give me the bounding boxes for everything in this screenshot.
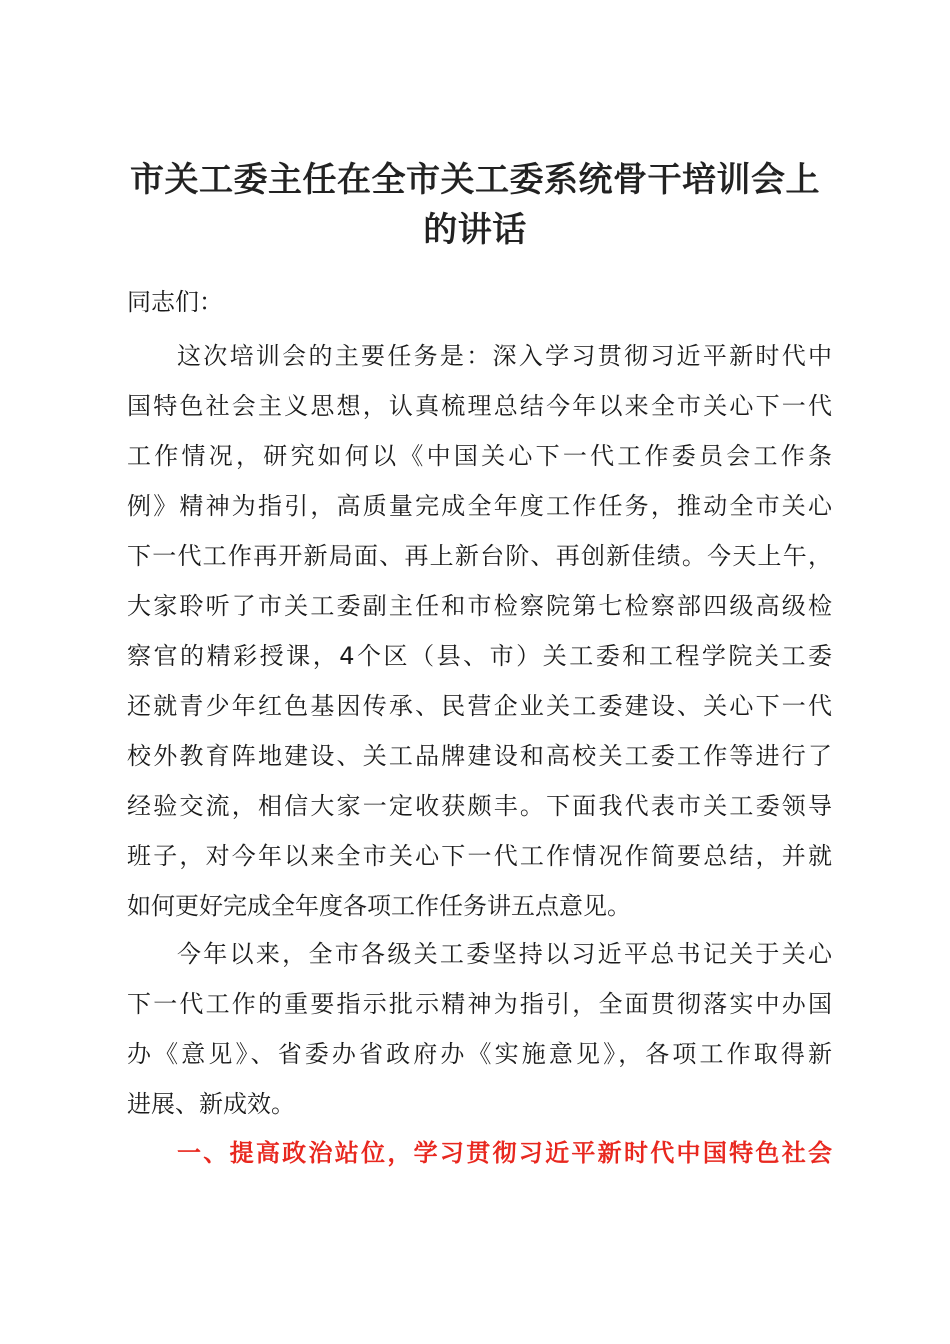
- paragraph-line: 班子，对今年以来全市关心下一代工作情况作简要总结，并就: [127, 842, 832, 870]
- paragraph-line: 经验交流，相信大家一定收获颇丰。下面我代表市关工委领导: [127, 792, 832, 820]
- paragraph-line: 工作情况，研究如何以《中国关心下一代工作委员会工作条: [127, 442, 832, 470]
- paragraph-line: 下一代工作再开新局面、再上新台阶、再创新佳绩。今天上午，: [127, 542, 832, 570]
- paragraph-line: 例》精神为指引，高质量完成全年度工作任务，推动全市关心: [127, 492, 832, 520]
- paragraph-intro: [127, 331, 832, 931]
- paragraph-line: 进展、新成效。: [127, 1090, 295, 1118]
- document-title: [110, 155, 840, 255]
- paragraph-line: 如何更好完成全年度各项工作任务讲五点意见。: [127, 892, 631, 920]
- paragraph-summary: [127, 929, 832, 1129]
- paragraph-line: 下一代工作的重要指示批示精神为指引，全面贯彻落实中办国: [127, 990, 832, 1018]
- section-heading: 一、提高政治站位，学习贯彻习近平新时代中国特色社会: [177, 1139, 832, 1167]
- paragraph-line: 还就青少年红色基因传承、民营企业关工委建设、关心下一代: [127, 692, 832, 720]
- salutation: 同志们：: [127, 288, 223, 316]
- title-line: 的讲话: [423, 210, 527, 250]
- paragraph-line: 大家聆听了市关工委副主任和市检察院第七检察部四级高级检: [127, 592, 832, 620]
- paragraph-line: 这次培训会的主要任务是：深入学习贯彻习近平新时代中: [177, 342, 832, 370]
- paragraph-line: 校外教育阵地建设、关工品牌建设和高校关工委工作等进行了: [127, 742, 832, 770]
- title-line: 市关工委主任在全市关工委系统骨干培训会上: [130, 160, 820, 200]
- paragraph-line: 办《意见》、省委办省政府办《实施意见》，各项工作取得新: [127, 1040, 832, 1068]
- paragraph-line: 察官的精彩授课，4个区（县、市）关工委和工程学院关工委: [127, 642, 832, 670]
- paragraph-line: 国特色社会主义思想，认真梳理总结今年以来全市关心下一代: [127, 392, 832, 420]
- paragraph-line: 今年以来，全市各级关工委坚持以习近平总书记关于关心: [177, 940, 832, 968]
